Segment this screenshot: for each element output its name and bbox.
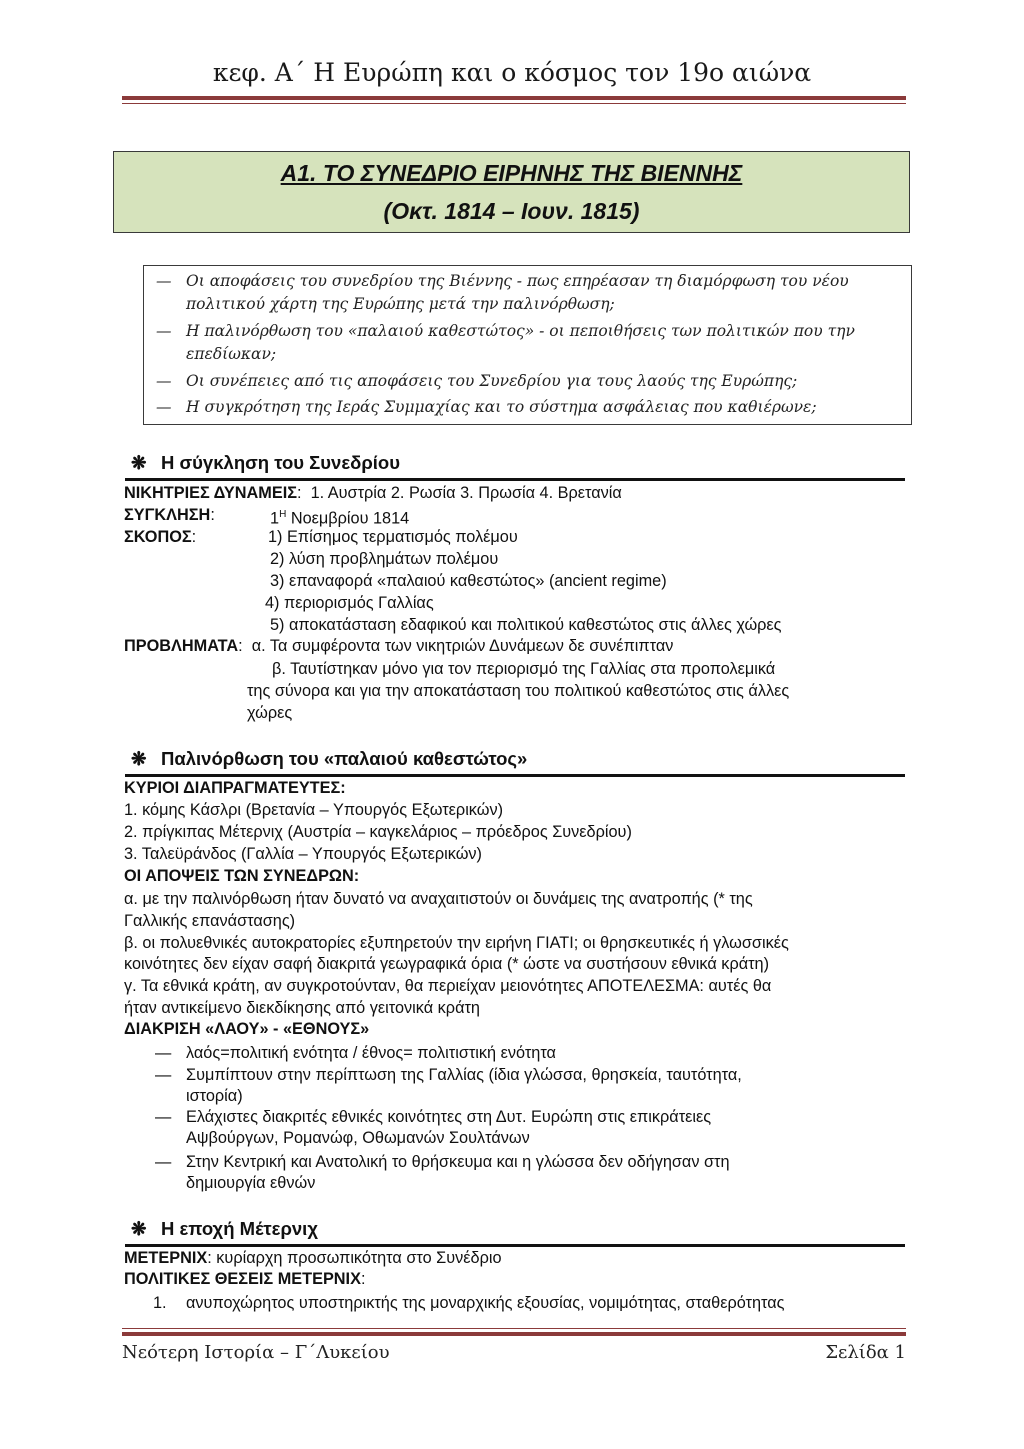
chapter-title-box	[113, 151, 910, 233]
star-bullet-icon: ❋	[131, 452, 147, 473]
distinction-text: Συμπίπτουν στην περίπτωση της Γαλλίας (ίδια γλώσσα, θρησκεία, ταυτότητα,	[186, 1066, 742, 1084]
problem-b-line: της σύνορα και για την αποκατάσταση του πολιτικού καθεστώτος στις άλλες	[247, 682, 790, 700]
distinction-item	[155, 1152, 855, 1194]
dash-bullet: —	[155, 1153, 172, 1171]
views-line: Γαλλικής επανάστασης)	[124, 912, 296, 930]
section-heading-convocation	[125, 452, 905, 481]
views-line: γ. Τα εθνικά κράτη, αν συγκροτούνταν, θα περιείχαν μειονότητες ΑΠΟΤΕΛΕΣΜΑ: αυτές θα	[124, 977, 772, 995]
distinction-label: ΔΙΑΚΡΙΣΗ «ΛΑΟΥ» - «ΕΘΝΟΥΣ»	[124, 1020, 370, 1038]
question-text: Οι συνέπειες από τις αποφάσεις του Συνεδρίου για τους λαούς της Ευρώπης;	[186, 372, 798, 390]
footer-rule-thin	[122, 1328, 906, 1329]
negotiator-item: 1. κόμης Κάσλρι (Βρετανία – Υπουργός Εξωτερικών)	[124, 801, 504, 819]
views-line: β. οι πολυεθνικές αυτοκρατορίες εξυπηρετούν την ειρήνη ΓΙΑΤΙ; οι θρησκευτικές ή γλωσσικές	[124, 934, 789, 952]
positions-line	[124, 1269, 365, 1289]
question-item	[156, 396, 901, 419]
problem-b-line: χώρες	[247, 704, 293, 722]
distinction-text: λαός=πολιτική ενότητα / έθνος= πολιτιστική ενότητα	[186, 1044, 556, 1062]
footer-page-number: Σελίδα 1	[825, 1342, 906, 1363]
metternich-line	[124, 1248, 502, 1268]
convocation-line: ΣΥΓΚΛΗΣΗ:	[124, 506, 215, 524]
distinction-text: δημιουργία εθνών	[186, 1174, 316, 1192]
position-item: ανυποχώρητος υποστηρικτής της μοναρχικής εξουσίας, νομιμότητας, σταθερότητας	[186, 1294, 785, 1312]
questions-box	[143, 265, 912, 425]
convocation-rest: Νοεμβρίου 1814	[286, 509, 410, 528]
distinction-text: Ελάχιστες διακριτές εθνικές κοινότητες στη Δυτ. Ευρώπη στις επικράτειες	[186, 1108, 712, 1126]
purpose-item: 2) λύση προβλημάτων πολέμου	[270, 550, 499, 568]
question-item	[156, 320, 901, 366]
distinction-text: ιστορία)	[186, 1087, 243, 1105]
dash-bullet: —	[155, 1044, 172, 1062]
question-text: Οι αποφάσεις του συνεδρίου της Βιέννης - πως επηρέασαν τη διαμόρφωση του νέου πολιτικού χάρτη της Ευρώπης μετά την παλινόρθωση;	[186, 272, 849, 313]
dash-bullet: —	[156, 272, 172, 290]
negotiator-item: 2. πρίγκιπας Μέτερνιχ (Αυστρία – καγκελάριος – πρόεδρος Συνεδρίου)	[124, 823, 632, 841]
distinction-text: Αψβούργων, Ρομανώφ, Οθωμανών Σουλτάνων	[186, 1129, 530, 1147]
header-rule-thick	[122, 96, 906, 100]
convocation-label: ΣΥΓΚΛΗΣΗ	[124, 506, 211, 524]
section-heading-text: Η εποχή Μέτερνιχ	[161, 1218, 318, 1239]
question-item	[156, 370, 901, 393]
position-number: 1.	[153, 1294, 167, 1312]
section-heading-restoration	[125, 748, 905, 777]
chapter-dates: (Οκτ. 1814 – Ιουν. 1815)	[383, 198, 640, 224]
convocation-date	[270, 505, 409, 528]
purpose-item: 4) περιορισμός Γαλλίας	[265, 594, 434, 612]
section-heading-text: Η σύγκληση του Συνεδρίου	[161, 452, 400, 473]
problem-a: α. Τα συμφέροντα των νικητριών Δυνάμεων δε συνέπιπταν	[251, 637, 674, 655]
dash-bullet: —	[155, 1066, 172, 1084]
star-bullet-icon: ❋	[131, 748, 147, 769]
question-text: Η παλινόρθωση του «παλαιού καθεστώτος» - οι πεποιθήσεις των πολιτικών που την επεδίωκαν;	[186, 322, 855, 363]
views-line: α. με την παλινόρθωση ήταν δυνατό να αναχαιτιστούν οι δυνάμεις της ανατροπής (* της	[124, 890, 753, 908]
negotiators-label: ΚΥΡΙΟΙ ΔΙΑΠΡΑΓΜΑΤΕΥΤΕΣ:	[124, 779, 346, 797]
section-heading-text: Παλινόρθωση του «παλαιού καθεστώτος»	[161, 748, 528, 769]
chapter-title: Α1. ΤΟ ΣΥΝΕΔΡΙΟ ΕΙΡΗΝΗΣ ΤΗΣ ΒΙΕΝΝΗΣ	[280, 160, 743, 186]
problems-label: ΠΡΟΒΛΗΜΑΤΑ	[124, 637, 239, 655]
footer-course: Νεότερη Ιστορία – Γ΄Λυκείου	[122, 1342, 390, 1363]
distinction-text: Στην Κεντρική και Ανατολική το θρήσκευμα και η γλώσσα δεν οδήγησαν στη	[186, 1153, 730, 1171]
views-label: ΟΙ ΑΠΟΨΕΙΣ ΤΩΝ ΣΥΝΕΔΡΩΝ:	[124, 867, 360, 885]
section-heading-metternich-era	[125, 1218, 905, 1247]
distinction-item	[155, 1065, 855, 1107]
convocation-sup: Η	[279, 509, 287, 520]
convocation-day: 1	[270, 509, 280, 528]
winners-value: 1. Αυστρία 2. Ρωσία 3. Πρωσία 4. Βρετανία	[310, 484, 622, 502]
dash-bullet: —	[156, 372, 172, 390]
dash-bullet: —	[156, 398, 172, 416]
metternich-label: ΜΕΤΕΡΝΙΧ	[124, 1249, 208, 1267]
header-rule-thin	[122, 103, 906, 104]
problems-line: ΠΡΟΒΛΗΜΑΤΑ: α. Τα συμφέροντα των νικητριών Δυνάμεων δε συνέπιπταν	[124, 637, 674, 655]
purpose-line: ΣΚΟΠΟΣ:	[124, 528, 197, 546]
views-line: ήταν αντικείμενο διεκδίκησης από γειτονικά κράτη	[124, 999, 480, 1017]
positions-label: ΠΟΛΙΤΙΚΕΣ ΘΕΣΕΙΣ ΜΕΤΕΡΝΙΧ	[124, 1270, 361, 1288]
distinction-item	[155, 1107, 855, 1149]
positions-colon: :	[360, 1270, 366, 1288]
dash-bullet: —	[155, 1108, 172, 1126]
purpose-item: 3) επαναφορά «παλαιού καθεστώτος» (ancient regime)	[270, 572, 667, 590]
winners-label: ΝΙΚΗΤΡΙΕΣ ΔΥΝΑΜΕΙΣ	[124, 484, 297, 502]
question-text: Η συγκρότηση της Ιεράς Συμμαχίας και το σύστημα ασφάλειας που καθιέρωνε;	[186, 398, 817, 416]
metternich-value: : κυρίαρχη προσωπικότητα στο Συνέδριο	[207, 1249, 502, 1267]
question-item	[156, 270, 901, 316]
winners-line: ΝΙΚΗΤΡΙΕΣ ΔΥΝΑΜΕΙΣ: 1. Αυστρία 2. Ρωσία 3. Πρωσία 4. Βρετανία	[124, 484, 622, 502]
header-title: κεφ. Α΄ Η Ευρώπη και ο κόσμος τον 19ο αιώνα	[212, 58, 812, 87]
distinction-item	[155, 1043, 855, 1064]
purpose-item: 1) Επίσημος τερματισμός πολέμου	[268, 528, 518, 546]
negotiator-item: 3. Ταλεϋράνδος (Γαλλία – Υπουργός Εξωτερικών)	[124, 845, 482, 863]
dash-bullet: —	[156, 322, 172, 340]
purpose-label: ΣΚΟΠΟΣ	[124, 528, 192, 546]
star-bullet-icon: ❋	[131, 1218, 147, 1239]
views-line: κοινότητες δεν είχαν σαφή διακριτά γεωγραφικά όρια (* ώστε να συστήσουν εθνικά κράτη)	[124, 955, 770, 973]
footer-rule-thick	[122, 1332, 906, 1336]
purpose-item: 5) αποκατάσταση εδαφικού και πολιτικού καθεστώτος στις άλλες χώρες	[270, 616, 782, 634]
problem-b-line: β. Ταυτίστηκαν μόνο για τον περιορισμό της Γαλλίας στα προπολεμικά	[272, 660, 776, 678]
